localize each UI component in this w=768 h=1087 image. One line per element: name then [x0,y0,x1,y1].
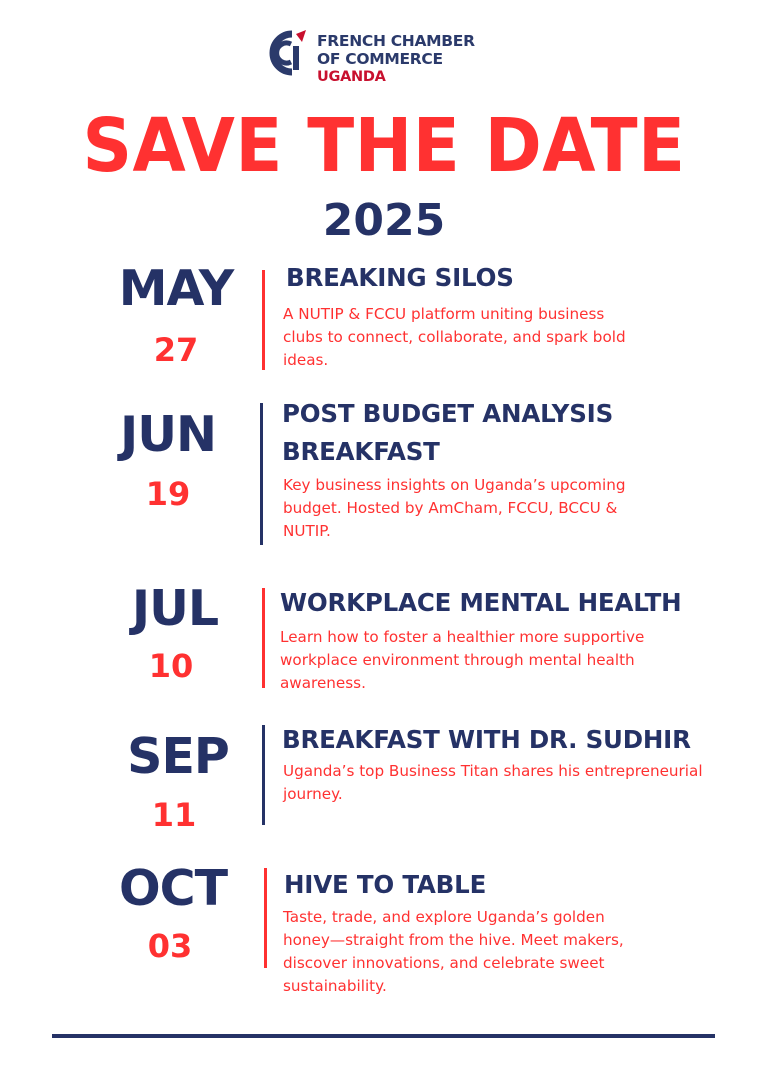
description-line: clubs to connect, collaborate, and spark bold [283,328,626,346]
event-description [283,303,763,372]
event-title: BREAKFAST WITH DR. SUDHIR [282,725,691,754]
fccu-logo [262,26,522,84]
event-title-line: POST BUDGET ANALYSIS [282,399,614,428]
event-divider [264,868,267,968]
description-line: A NUTIP & FCCU platform uniting business [283,305,605,323]
event-title-line: BREAKFAST [282,437,440,466]
event-divider [262,725,265,825]
event-description [283,474,763,543]
description-line: budget. Hosted by AmCham, FCCU, BCCU & [283,499,618,517]
event-day: 11 [151,796,197,834]
description-line: honey—straight from the hive. Meet makers, [283,931,624,949]
logo-line-1: FRENCH CHAMBER [317,32,475,50]
event-title: BREAKING SILOS [286,263,514,292]
description-line: Learn how to foster a healthier more supportive [280,628,645,646]
description-line: workplace environment through mental health [280,651,635,669]
fccu-logo-icon [262,28,310,78]
event-divider [262,588,265,688]
year: 2025 [322,195,446,246]
event-month: SEP [127,728,229,785]
event-description [283,760,763,806]
event-divider [260,403,263,545]
headline: SAVE THE DATE [82,103,686,189]
logo-line-2: OF COMMERCE [317,50,443,68]
description-line: awareness. [280,674,366,692]
event-divider [262,270,265,370]
event-day: 27 [153,331,199,369]
event-month: MAY [118,260,234,317]
event-description [283,906,763,998]
event-title: HIVE TO TABLE [284,870,487,899]
event-month: OCT [118,860,228,917]
event-month: JUN [119,406,217,463]
description-line: ideas. [283,351,329,369]
description-line: NUTIP. [283,522,331,540]
event-description [280,626,760,695]
description-line: discover innovations, and celebrate sweet [283,954,605,972]
description-line: sustainability. [283,977,387,995]
description-line: Taste, trade, and explore Uganda’s golden [283,908,605,926]
footer-divider [52,1034,715,1038]
event-month: JUL [131,580,219,637]
logo-line-3: UGANDA [317,69,386,85]
event-day: 19 [145,475,191,513]
event-day: 03 [147,927,193,965]
event-day: 10 [148,647,194,685]
description-line: Key business insights on Uganda’s upcoming [283,476,626,494]
description-line: journey. [283,785,343,803]
event-title: WORKPLACE MENTAL HEALTH [280,588,682,617]
logo-wordmark [317,32,475,86]
description-line: Uganda’s top Business Titan shares his entrepreneurial [283,762,703,780]
